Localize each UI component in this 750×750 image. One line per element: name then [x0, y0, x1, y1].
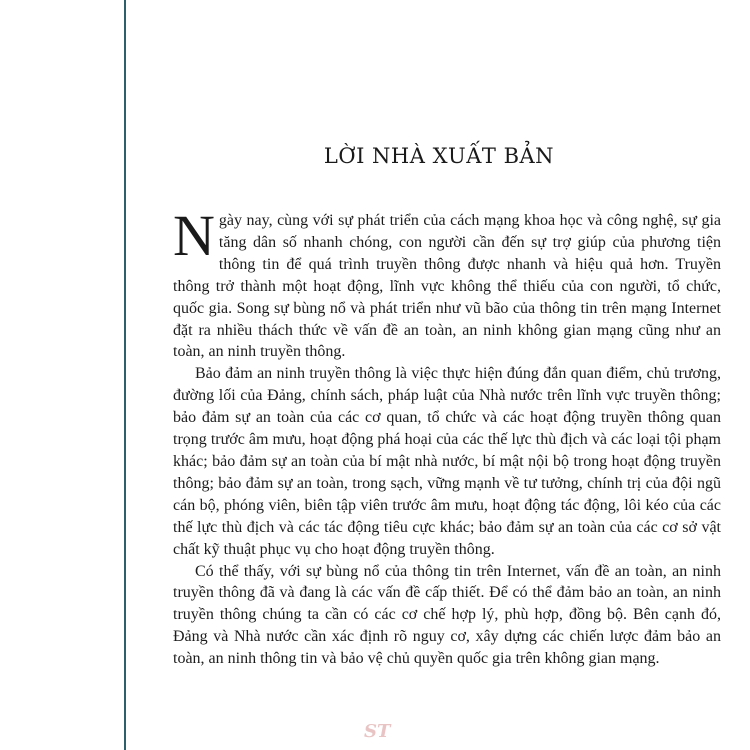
publisher-watermark: ST — [364, 721, 391, 742]
page-title: LỜI NHÀ XUẤT BẢN — [323, 144, 555, 168]
paragraph-1 — [173, 203, 721, 363]
paragraph-2: Bảo đảm an ninh truyền thông là việc thực hiện đúng đắn quan điểm, chủ trương, đường lối của Đảng, chính sách, pháp luật của Nhà nước trên lĩnh vực truyền thông; bảo đảm sự an toàn của các cơ quan, tổ chức và các hoạt động truyền thông quan trọng trước âm mưu, hoạt động phá hoại của các thế lực thù địch và các loại tội phạm khác; bảo đảm sự an toàn của bí mật nhà nước, bí mật nội bộ trong hoạt động truyền thông; bảo đảm sự an toàn, trong sạch, vững mạnh về tư tưởng, chính trị của đội ngũ cán bộ, phóng viên, biên tập viên trước âm mưu, hoạt động tác động, lôi kéo của các thế lực thù địch và các tác động tiêu cực khác; bảo đảm sự an toàn của các cơ sở vật chất kỹ thuật phục vụ cho hoạt động truyền thông. — [173, 365, 721, 558]
paragraph-3: Có thể thấy, với sự bùng nổ của thông tin trên Internet, vấn đề an toàn, an ninh truyền thông đã và đang là các vấn đề cấp thiết. Để có thể đảm bảo an toàn, an ninh truyền thông chúng ta cần có các cơ chế hợp lý, phù hợp, đồng bộ. Bên cạnh đó, Đảng và Nhà nước cần xác định rõ nguy cơ, xây dựng các chiến lược đảm bảo an toàn, an ninh thông tin và bảo vệ chủ quyền quốc gia trên không gian mạng. — [173, 562, 721, 668]
body-text — [173, 203, 721, 670]
page-edge-line — [124, 0, 126, 750]
paragraph-1-text: gày nay, cùng với sự phát triển của cách mạng khoa học và công nghệ, sự gia tăng dân số nhanh chóng, con người cần đến sự trợ giúp của phương tiện thông tin để quá trình truyền thông được nhanh và hiệu quả hơn. Truyền thông trở thành một hoạt động, lĩnh vực không thể thiếu của con người, tổ chức, quốc gia. Song sự bùng nổ và phát triển như vũ bão của thông tin trên mạng Internet đặt ra nhiều thách thức về vấn đề an toàn, an ninh không gian mạng cũng như an toàn, an ninh truyền thông. — [173, 212, 721, 361]
drop-cap: N — [173, 203, 215, 268]
